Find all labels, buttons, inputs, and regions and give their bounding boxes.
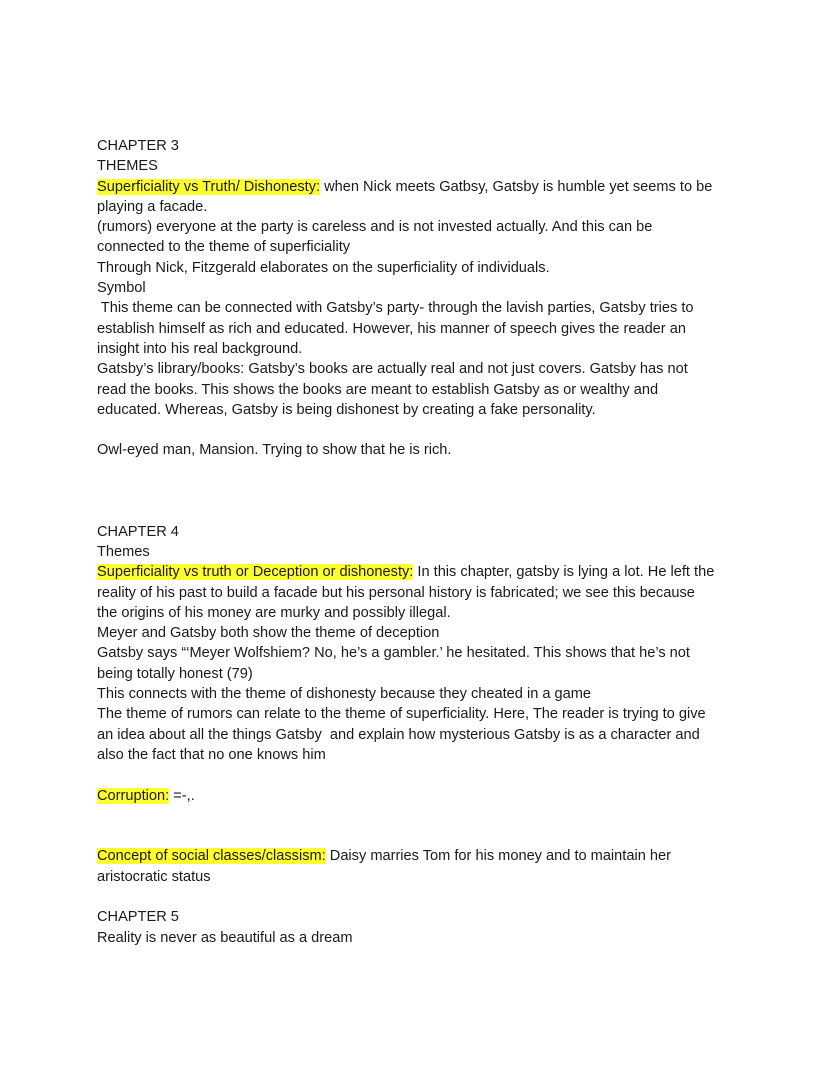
blank-line xyxy=(97,501,737,521)
blank-line xyxy=(97,420,737,440)
paragraph-line: establish himself as rich and educated. However, his manner of speech gives the reader an xyxy=(97,320,686,337)
chapter-3-heading: CHAPTER 3 xyxy=(97,138,179,154)
paragraph-line: (rumors) everyone at the party is careless and is not invested actually. And this can be xyxy=(97,219,653,236)
paragraph-line: read the books. This shows the books are meant to establish Gatsby as or wealthy and xyxy=(97,381,659,398)
highlighted-theme-label: Superficiality vs truth or Deception or dishonesty: xyxy=(97,564,414,581)
blank-line xyxy=(97,826,737,846)
paragraph-line: being totally honest (79) xyxy=(97,665,253,682)
paragraph-line: Owl-eyed man, Mansion. Trying to show that he is rich. xyxy=(97,442,452,459)
chapter-4-theme-superficiality xyxy=(97,562,737,582)
paragraph-line: aristocratic status xyxy=(97,868,211,885)
paragraph-line: Gatsby says “‘Meyer Wolfshiem? No, he’s a gambler.’ he hesitated. This shows that he’s not xyxy=(97,645,690,662)
chapter-4-theme-classism xyxy=(97,846,737,866)
paragraph-line: insight into his real background. xyxy=(97,340,303,357)
highlighted-theme-label: Corruption: xyxy=(97,787,170,804)
paragraph-line: Gatsby’s library/books: Gatsby’s books are actually real and not just covers. Gatsby has not xyxy=(97,361,688,378)
theme-text: =-,. xyxy=(169,787,195,804)
chapter-4-themes-heading: Themes xyxy=(97,543,150,560)
chapter-3-themes-heading: THEMES xyxy=(97,158,158,175)
paragraph-line: This connects with the theme of dishonesty because they cheated in a game xyxy=(97,686,592,703)
paragraph-line: The theme of rumors can relate to the theme of superficiality. Here, The reader is trying to give xyxy=(97,706,706,723)
paragraph-line: playing a facade. xyxy=(97,198,208,215)
paragraph-line: reality of his past to build a facade but his personal history is fabricated; we see this because xyxy=(97,584,695,601)
chapter-4-heading: CHAPTER 4 xyxy=(97,523,179,540)
blank-line xyxy=(97,765,737,785)
symbol-heading: Symbol xyxy=(97,280,146,297)
paragraph-line: Meyer and Gatsby both show the theme of deception xyxy=(97,625,440,642)
blank-line xyxy=(97,887,737,907)
paragraph-line: Reality is never as beautiful as a dream xyxy=(97,929,353,946)
paragraph-line: connected to the theme of superficiality xyxy=(97,239,351,256)
blank-line xyxy=(97,806,737,826)
paragraph-line: This theme can be connected with Gatsby’s party- through the lavish parties, Gatsby tries to xyxy=(97,300,694,317)
document-page xyxy=(97,136,737,948)
chapter-3-theme-superficiality xyxy=(97,177,737,197)
chapter-4-theme-corruption xyxy=(97,786,737,806)
paragraph-line: educated. Whereas, Gatsby is being dishonest by creating a fake personality. xyxy=(97,401,596,418)
paragraph-line: Through Nick, Fitzgerald elaborates on the superficiality of individuals. xyxy=(97,259,550,276)
theme-text: Daisy marries Tom for his money and to maintain her xyxy=(325,848,671,865)
highlighted-theme-label: Concept of social classes/classism: xyxy=(97,848,326,865)
blank-line xyxy=(97,481,737,501)
paragraph-line: also the fact that no one knows him xyxy=(97,746,326,763)
theme-text: In this chapter, gatsby is lying a lot. He left the xyxy=(413,564,715,581)
theme-text: when Nick meets Gatbsy, Gatsby is humble yet seems to be xyxy=(320,178,713,195)
paragraph-line: the origins of his money are murky and possibly illegal. xyxy=(97,604,451,621)
highlighted-theme-label: Superficiality vs Truth/ Dishonesty: xyxy=(97,178,321,195)
blank-line xyxy=(97,461,737,481)
paragraph-line: an idea about all the things Gatsby and explain how mysterious Gatsby is as a character and xyxy=(97,726,700,743)
chapter-5-heading: CHAPTER 5 xyxy=(97,909,179,926)
